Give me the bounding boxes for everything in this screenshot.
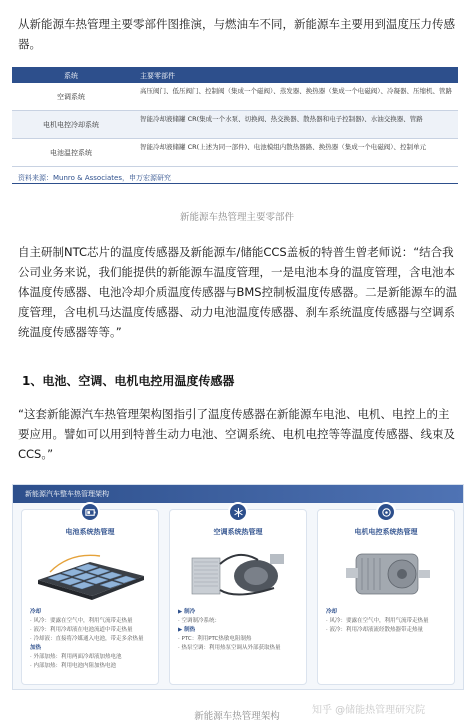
card-line: · 外部加热：利用两面冷却液加热电池 [30,654,122,660]
card-line: · 内部加热：利用电池内阻加热电池 [30,663,116,669]
motor-illustration [326,542,446,602]
motor-card [317,509,455,685]
architecture-title: 新能源汽车整车热管理架构 [13,485,463,503]
card-line: · 冷却液：直接将冷媒通入电池，带走多余热量 [30,636,144,642]
section-heading: 1、电池、空调、电机电控用温度传感器 [22,374,235,388]
row-system: 电池温控系统 [50,148,92,157]
row-parts: 智能冷却液储罐 CR(上述为同一部件)、电池模组内散热器路、换热器（集成一个电磁阀）、控制单元 [140,143,426,151]
motor-icon [376,502,396,522]
ac-card [169,509,307,685]
battery-pack-illustration [30,542,150,602]
card-line: · PTC：利用PTC热敏电阻制热 [178,636,252,642]
card-line: 冷却 [30,609,42,615]
card-line: · 空调制冷系统： [178,618,220,624]
figure-caption-2: 新能源车热管理架构 [194,711,280,722]
row-system: 电机电控冷却系统 [43,120,99,129]
ac-card-text [178,608,300,653]
card-line: · 热泵空调：利用热泵空调从外部获取热量 [178,645,281,651]
thermal-architecture-figure [12,484,464,690]
card-line: ▶ 制冷 [178,609,196,615]
components-table [12,67,458,167]
header-parts: 主要零部件 [140,72,175,80]
motor-card-title: 电机电控系统热管理 [354,528,418,536]
battery-card-text [30,608,152,671]
battery-card [21,509,159,685]
table-row [12,139,458,167]
card-line: ▶ 制热 [178,627,196,633]
ac-card-title: 空调系统热管理 [213,528,263,536]
table-bottom-rule [12,183,458,184]
table-row [12,111,458,139]
row-parts: 高压阀门、低压阀门、控制阀（集成一个磁阀）、蒸发器、换热器（集成一个电磁阀）、冷凝器、压缩机、管路 [140,87,452,95]
battery-card-title: 电池系统热管理 [65,528,115,536]
snowflake-icon [228,502,248,522]
watermark: 知乎 @储能热管理研究院 [312,705,426,716]
card-line: · 液冷：利用冷却液流经散热器带走热量 [326,627,423,633]
ac-system-illustration [178,542,298,602]
quote-paragraph-1: 自主研制NTC芯片的温度传感器及新能源车/储能CCS盖板的特普生曾老师说：“结合我公司业务来说，我们能提供的新能源车温度管理，一是电池本身的温度管理，含电池本体温度传感器、电池冷却介质温度传感器与BMS控制板温度传感器。二是新能源车的温度管理，含电机马达温度传感器、动力电池温度传感器、刹车系统温度传感器与空调系统温度传感器等等。” [18,245,458,339]
card-line: 冷却 [326,609,338,615]
header-system: 系统 [64,72,78,80]
table-row [12,83,458,111]
card-line: · 风冷：要露在空气中，利用气流带走热量 [30,618,133,624]
motor-card-text [326,608,448,635]
card-line: · 液冷：利用冷却液在电池流道中带走热量 [30,627,133,633]
battery-icon [80,502,100,522]
card-line: 加热 [30,645,42,651]
table-header [12,69,458,83]
row-parts: 智能冷却液储罐 CR(集成一个水泵、切换阀、热交换器、散热器和电子控制器)、水油交换器、管路 [140,115,423,123]
figure-caption-1: 新能源车热管理主要零部件 [179,212,294,223]
intro-paragraph: 从新能源车热管理主要零部件图推演，与燃油车不同，新能源车主要用到温度压力传感器。 [18,17,455,51]
quote-paragraph-2: “这套新能源汽车热管理架构图指引了温度传感器在新能源车电池、电机、电控上的主要应用。譬如可以用到特普生动力电池、空调系统、电机电控等等温度传感器、线束及CCS。” [18,407,455,461]
table-source: 资料来源：Munro & Associates，申万宏源研究 [18,174,171,182]
row-system: 空调系统 [57,92,85,101]
card-line: · 风冷：要露在空气中，利用气流带走热量 [326,618,429,624]
